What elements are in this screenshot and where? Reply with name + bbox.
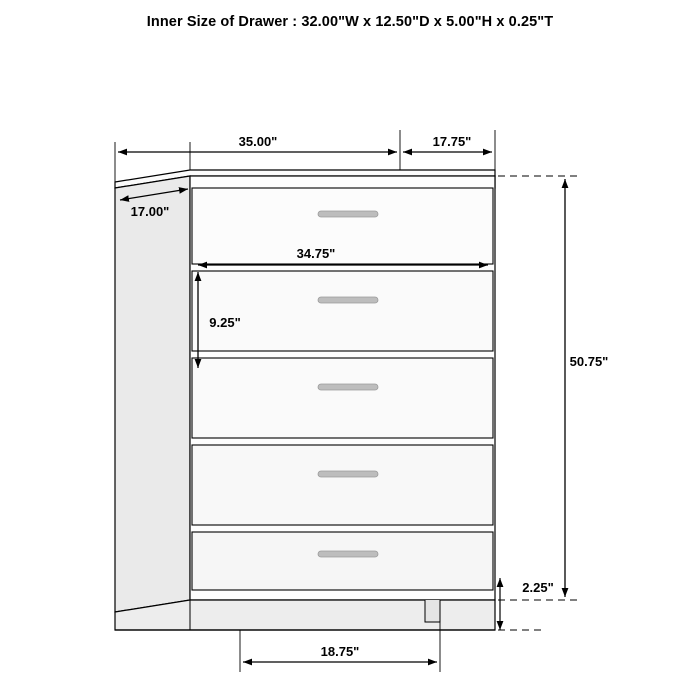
chest-left-side-panel xyxy=(115,176,190,612)
page-title: Inner Size of Drawer : 32.00"W x 12.50"D x 5.00"H x 0.25"T xyxy=(146,14,554,30)
drawer-front xyxy=(192,445,493,525)
dimension-drawer-width-label: 34.75" xyxy=(296,246,336,261)
dimension-base-height xyxy=(498,578,554,630)
dimension-top-width-label: 35.00" xyxy=(238,134,278,149)
drawer-handle xyxy=(318,384,378,390)
drawer-handle xyxy=(318,471,378,477)
drawer-front xyxy=(192,188,493,264)
drawer-front xyxy=(192,271,493,351)
dimension-left-depth-label: 17.00" xyxy=(130,204,170,219)
dimension-drawer-height-label: 9.25" xyxy=(209,315,241,330)
dimension-base-depth xyxy=(243,644,437,662)
dimension-top-width xyxy=(118,134,397,152)
dimension-base-depth-label: 18.75" xyxy=(320,644,360,659)
dimension-top-side xyxy=(403,134,492,152)
chest-body xyxy=(115,170,495,630)
dimension-top-side-label: 17.75" xyxy=(432,134,472,149)
drawer-handle xyxy=(318,297,378,303)
drawer-front xyxy=(192,532,493,590)
base-notch xyxy=(425,600,440,622)
drawer-front xyxy=(192,358,493,438)
dimension-base-height-label: 2.25" xyxy=(522,580,554,595)
dimension-total-height xyxy=(498,176,608,600)
dimension-total-height-label: 50.75" xyxy=(569,354,609,369)
drawer-handle xyxy=(318,551,378,557)
drawer-handle xyxy=(318,211,378,217)
